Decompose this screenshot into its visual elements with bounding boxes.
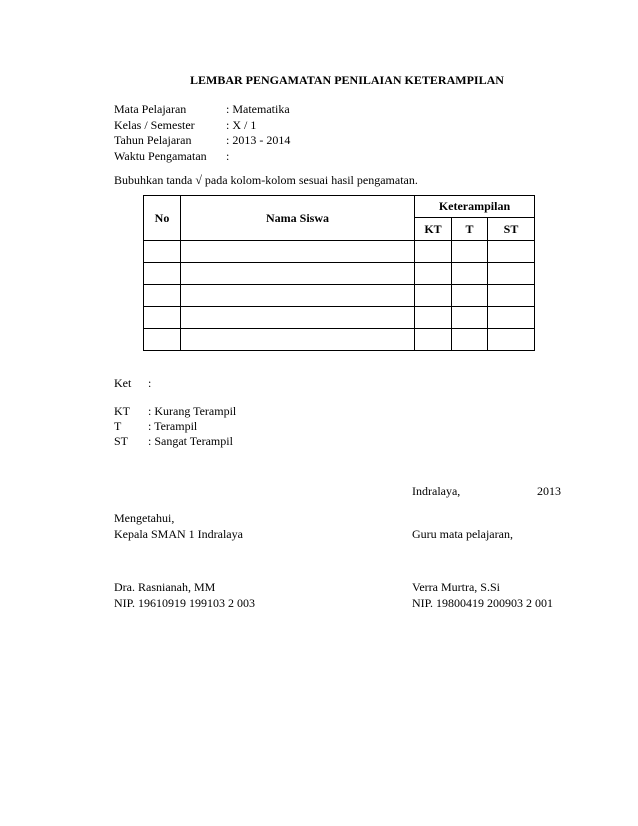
- cell-st: [488, 241, 535, 263]
- info-label-year: Tahun Pelajaran: [114, 133, 192, 147]
- cell-nama: [181, 241, 415, 263]
- table-body: [144, 241, 535, 351]
- header-t: T: [452, 218, 488, 241]
- legend-code-t: T: [114, 419, 122, 433]
- table-row: [144, 241, 535, 263]
- header-nama-siswa: Nama Siswa: [181, 196, 415, 241]
- cell-st: [488, 307, 535, 329]
- principal-name: Dra. Rasnianah, MM: [114, 580, 216, 594]
- cell-no: [144, 263, 181, 285]
- cell-st: [488, 263, 535, 285]
- header-kt: KT: [415, 218, 452, 241]
- header-keterampilan: Keterampilan: [415, 196, 535, 218]
- teacher-title: Guru mata pelajaran,: [412, 527, 513, 541]
- cell-no: [144, 285, 181, 307]
- cell-no: [144, 329, 181, 351]
- acknowledged-label: Mengetahui,: [114, 511, 175, 525]
- legend-code-kt: KT: [114, 404, 130, 418]
- info-value-subject: : Matematika: [226, 102, 290, 116]
- table-row: [144, 329, 535, 351]
- cell-kt: [415, 285, 452, 307]
- info-value-year: : 2013 - 2014: [226, 133, 291, 147]
- cell-nama: [181, 285, 415, 307]
- teacher-nip: NIP. 19800419 200903 2 001: [412, 596, 554, 610]
- info-label-class: Kelas / Semester: [114, 118, 195, 132]
- legend-desc-t: : Terampil: [148, 419, 198, 433]
- ket-colon: :: [148, 376, 152, 390]
- table-row: [144, 285, 535, 307]
- cell-kt: [415, 307, 452, 329]
- cell-nama: [181, 329, 415, 351]
- legend-code-st: ST: [114, 434, 129, 448]
- cell-t: [452, 285, 488, 307]
- cell-t: [452, 263, 488, 285]
- table-header-row: [144, 196, 535, 218]
- cell-kt: [415, 329, 452, 351]
- legend-desc-kt: : Kurang Terampil: [148, 404, 237, 418]
- info-value-class: : X / 1: [226, 118, 257, 132]
- cell-no: [144, 241, 181, 263]
- cell-no: [144, 307, 181, 329]
- info-label-subject: Mata Pelajaran: [114, 102, 187, 116]
- info-label-time: Waktu Pengamatan: [114, 149, 207, 163]
- cell-nama: [181, 263, 415, 285]
- table-row: [144, 263, 535, 285]
- info-value-time: :: [226, 149, 230, 163]
- cell-nama: [181, 307, 415, 329]
- legend-desc-st: : Sangat Terampil: [148, 434, 233, 448]
- document-title: LEMBAR PENGAMATAN PENILAIAN KETERAMPILAN: [190, 73, 504, 87]
- principal-title: Kepala SMAN 1 Indralaya: [114, 527, 243, 541]
- cell-t: [452, 329, 488, 351]
- teacher-name: Verra Murtra, S.Si: [412, 580, 500, 594]
- cell-st: [488, 285, 535, 307]
- principal-nip: NIP. 19610919 199103 2 003: [114, 596, 256, 610]
- header-no: No: [144, 196, 181, 241]
- header-st: ST: [488, 218, 535, 241]
- instruction-text: Bubuhkan tanda √ pada kolom-kolom sesuai hasil pengamatan.: [114, 173, 418, 187]
- cell-kt: [415, 263, 452, 285]
- cell-kt: [415, 241, 452, 263]
- signature-place: Indralaya,: [412, 484, 461, 498]
- ket-label: Ket: [114, 376, 132, 390]
- table-row: [144, 307, 535, 329]
- cell-t: [452, 241, 488, 263]
- signature-year: 2013: [537, 484, 561, 498]
- cell-st: [488, 329, 535, 351]
- cell-t: [452, 307, 488, 329]
- observation-table: [143, 195, 535, 351]
